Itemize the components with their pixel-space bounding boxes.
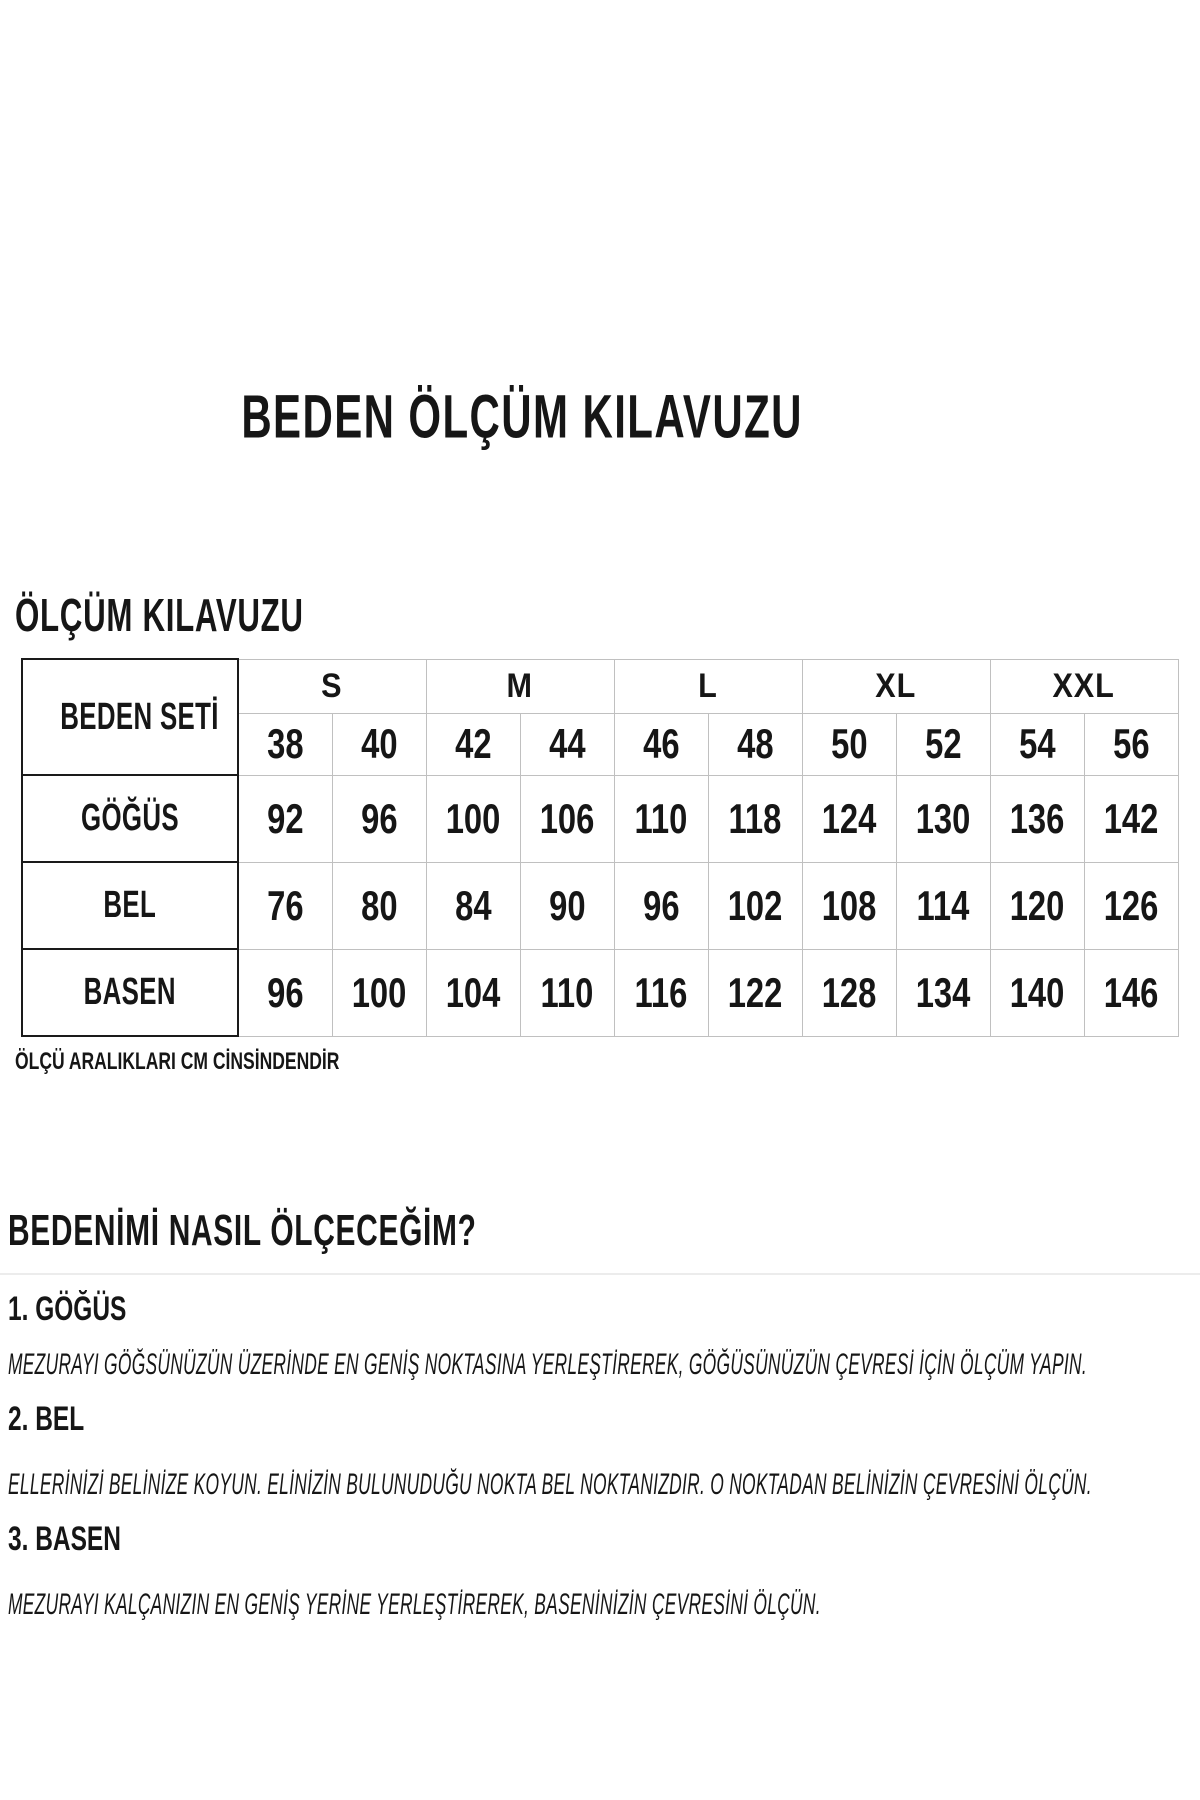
measure-value-cell: 96 [614,862,708,949]
step-text-bel: ELLERİNİZİ BELİNİZE KOYUN. ELİNİZİN BULUNUDUĞU NOKTA BEL NOKTANIZDIR. O NOKTADAN BELİNİZİN ÇEVRESİNİ ÖLÇÜN. [8,1468,1092,1501]
size-number-cell: 52 [896,713,990,775]
measure-value-cell: 104 [426,949,520,1036]
measure-label-cell: BEL [22,862,238,949]
step-text-basen: MEZURAYI KALÇANIZIN EN GENİŞ YERİNE YERLEŞTİREREK, BASENİNİZİN ÇEVRESİNİ ÖLÇÜN. [8,1588,821,1621]
measure-label-cell: BASEN [22,949,238,1036]
measure-value-cell: 102 [708,862,802,949]
size-group-cell: M [426,659,614,713]
page-title [0,382,1045,451]
measure-value-cell: 84 [426,862,520,949]
measure-value-cell: 118 [708,775,802,862]
step-title-basen: 3. BASEN [8,1520,121,1558]
measurement-table-heading [15,588,440,642]
size-number-cell: 44 [520,713,614,775]
step-text-gogus: MEZURAYI GÖĞSÜNÜZÜN ÜZERİNDE EN GENİŞ NOKTASINA YERLEŞTİREREK, GÖĞÜSÜNÜZÜN ÇEVRESİ İÇİN ÖLÇÜM YAPIN. [8,1348,1087,1381]
measure-value-cell: 122 [708,949,802,1036]
measure-value-cell: 134 [896,949,990,1036]
how-to-measure-heading: BEDENİMİ NASIL ÖLÇECEĞİM? [8,1206,477,1255]
measure-value-cell: 80 [332,862,426,949]
measure-value-cell: 142 [1084,775,1178,862]
measure-value-cell: 128 [802,949,896,1036]
step-title-bel: 2. BEL [8,1400,85,1438]
units-note: ÖLÇÜ ARALIKLARI CM CİNSİNDENDİR [15,1048,340,1075]
measure-value-cell: 100 [332,949,426,1036]
size-group-cell: L [614,659,802,713]
size-number-cell: 46 [614,713,708,775]
table-row-basen [22,949,1178,1036]
measure-value-cell: 130 [896,775,990,862]
measure-value-cell: 114 [896,862,990,949]
size-number-cell: 42 [426,713,520,775]
table-row-bel [22,862,1178,949]
corner-cell-beden-seti: BEDEN SETİ [22,659,238,775]
size-group-cell: S [238,659,426,713]
measure-value-cell: 96 [332,775,426,862]
page-title-text: BEDEN ÖLÇÜM KILAVUZU [241,382,804,451]
size-chart-table [21,658,1179,1037]
measurement-table-heading-text: ÖLÇÜM KILAVUZU [15,589,304,641]
step-title-gogus: 1. GÖĞÜS [8,1290,127,1328]
section-divider [0,1273,1200,1275]
table-row-gogus [22,775,1178,862]
measure-value-cell: 108 [802,862,896,949]
size-number-cell: 40 [332,713,426,775]
size-number-cell: 38 [238,713,332,775]
measure-value-cell: 120 [990,862,1084,949]
size-number-cell: 54 [990,713,1084,775]
measure-value-cell: 96 [238,949,332,1036]
measure-value-cell: 116 [614,949,708,1036]
measure-value-cell: 106 [520,775,614,862]
measure-value-cell: 90 [520,862,614,949]
size-number-cell: 50 [802,713,896,775]
table-row-size-groups [22,659,1178,713]
measure-value-cell: 136 [990,775,1084,862]
measure-value-cell: 110 [614,775,708,862]
size-number-cell: 56 [1084,713,1178,775]
measure-value-cell: 92 [238,775,332,862]
measure-value-cell: 110 [520,949,614,1036]
measure-value-cell: 146 [1084,949,1178,1036]
size-number-cell: 48 [708,713,802,775]
measure-value-cell: 124 [802,775,896,862]
measure-label-cell: GÖĞÜS [22,775,238,862]
measure-value-cell: 140 [990,949,1084,1036]
measure-value-cell: 126 [1084,862,1178,949]
measure-value-cell: 100 [426,775,520,862]
measure-value-cell: 76 [238,862,332,949]
size-group-cell: XXL [990,659,1178,713]
size-group-cell: XL [802,659,990,713]
